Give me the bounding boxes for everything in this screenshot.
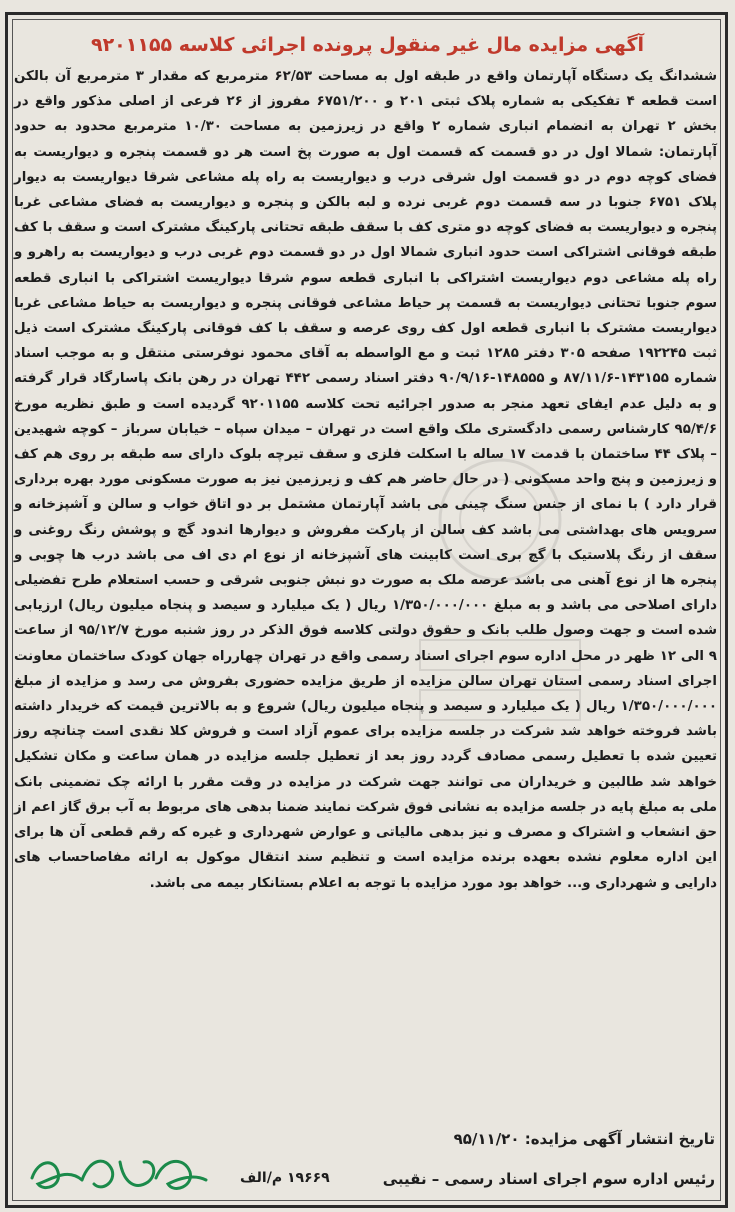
ad-code: ۱۹۶۶۹ م/الف: [240, 1170, 330, 1186]
handwritten-mark: [24, 1138, 214, 1204]
signature-title: رئیس اداره سوم اجرای اسناد رسمی – نقیبی: [382, 1170, 715, 1188]
publish-date: تاریخ انتشار آگهی مزایده: ۹۵/۱۱/۲۰: [453, 1130, 715, 1148]
watermark-seal: [400, 440, 600, 780]
ad-title: آگهی مزایده مال غیر منقول پرونده اجرائی کلاسه ۹۲۰۱۱۵۵: [90, 34, 645, 56]
ad-body-text: ششدانگ یک دستگاه آپارتمان واقع در طبقه اول به مساحت ۶۲/۵۳ مترمربع که مقدار ۳ مترمربع آن بالکن است قطعه ۴ تفکیکی به شماره پلاک ثبتی ۲۰۱ و ۶۷۵۱/۲۰۰ مفروز از ۲۶ فرعی از اصلی مذکور واقع در بخش ۲ تهران به انضمام انباری شماره ۲ واقع در زیرزمین به مساحت ۱۰/۳۰ مترمربع محدود به حدود آپارتمان: شمالا اول در دو قسمت که قسمت اول به صورت پخ است هر دو قسمت پنجره و دیواریست به فضای کوچه دوم در دو قسمت اول شرقی درب و دیواریست به راه پله مشاعی شرقا دیواریست به دیوار پلاک ۶۷۵۱ جنوبا در سه قسمت دوم غربی نرده و لبه بالکن و پنجره و دیواریست به فضای مشاعی غربا پنجره و دیواریست به فضای کوچه دو متری کف با سقف طبقه تحتانی پارکینگ مشترک است و سقف با کف طبقه فوقانی اشتراکی است حدود انباری شمالا اول در دو قسمت دوم غربی درب و دیواریست به راهرو و راه پله مشاعی دوم دیواریست اشتراکی با انباری قطعه سوم شرقا دیواریست اشتراکی با انباری قطعه سوم جنوبا تحتانی دیواریست به قسمت پر حیاط مشاعی فوقانی پنجره و دیواریست به حیاط مشاعی غربا دیواریست مشترک با انباری قطعه اول کف روی عرصه و سقف با کف فوقانی پارکینگ مشترک است ذیل ثبت ۱۹۲۲۴۵ صفحه ۳۰۵ دفتر ۱۲۸۵ ثبت و مع الواسطه به آقای محمود نوفرستی منتقل و به موجب اسناد شماره ۱۴۳۱۵۵-۸۷/۱۱/۶ و ۱۴۸۵۵۵-۹۰/۹/۱۶ دفتر اسناد رسمی ۴۴۲ تهران در رهن بانک پاسارگاد قرار گرفته و به دلیل عدم ایفای تعهد منجر به صدور اجرائیه تحت کلاسه ۹۲۰۱۱۵۵ گردیده است و طبق نظریه مورخ ۹۵/۴/۶ کارشناس رسمی دادگستری ملک واقع است در تهران – میدان سپاه – خیابان سرباز – کوچه شهیدین – پلاک ۴۴ ساختمان با قدمت ۱۷ ساله با اسکلت فلزی و سقف تیرچه بلوک دارای سه طبقه بر روی هم کف و زیرزمین و پنج واحد مسکونی ( در حال حاضر هم کف و زیرزمین نیز به صورت مسکونی مورد بهره برداری قرار دارد ) با نمای از جنس سنگ چینی می باشد آپارتمان مشتمل بر دو اتاق خواب و سالن و آشپزخانه و سرویس های بهداشتی می باشد کف سالن از پارکت مفروش و دیوارها اندود گچ و پوشش رنگ روغنی و سقف از رنگ پلاستیک با گچ بری است کابینت های آشپزخانه از نوع ام دی اف می باشد درب ها چوبی و پنجره ها از نوع آهنی می باشد عرصه ملک به صورت دو نبش جنوبی شرقی و حسب استعلام طرح تفضیلی دارای اصلاحی می باشد و به مبلغ ۱/۳۵۰/۰۰۰/۰۰۰ ریال ( یک میلیارد و سیصد و پنجاه میلیون ریال) ارزیابی شده است و جهت وصول طلب بانک و حقوق دولتی کلاسه فوق الذکر در روز شنبه مورخ ۹۵/۱۲/۷ از ساعت ۹ الی ۱۲ ظهر در محل اداره سوم اجرای اسناد رسمی واقع در تهران چهارراه جهان کودک ساختمان معاونت اجرای اسناد رسمی استان تهران سالن مزایده از طریق مزایده حضوری بفروش می رسد و مزایده از مبلغ ۱/۳۵۰/۰۰۰/۰۰۰ ریال ( یک میلیارد و سیصد و پنجاه میلیون ریال) شروع و به بالاترین قیمت که خریدار داشته باشد فروخته خواهد شد شرکت در جلسه مزایده برای عموم آزاد است و فروش کلا نقدی است چنانچه روز تعیین شده با تعطیل رسمی مصادف گردد روز بعد از تعطیل جلسه مزایده در همان ساعت و مکان تشکیل خواهد شد طالبین و خریداران می توانند جهت شرکت در مزایده در وقت مقرر با ارائه چک تضمینی بانک ملی به مبلغ پایه در جلسه مزایده به نشانی فوق شرکت نمایند ضمنا بدهی های مربوط به آب برق گاز اعم از حق انشعاب و اشتراک و مصرف و نیز بدهی مالیاتی و عوارض شهرداری و غیره که رقم قطعی آن ها برای این اداره معلوم نشده بعهده برنده مزایده است و تنظیم سند انتقال موکول به ارائه مفاصاحساب های دارایی و شهرداری و... خواهد بود مورد مزایده با توجه به اعلام بستانکار بیمه می باشد.: [14, 69, 718, 891]
